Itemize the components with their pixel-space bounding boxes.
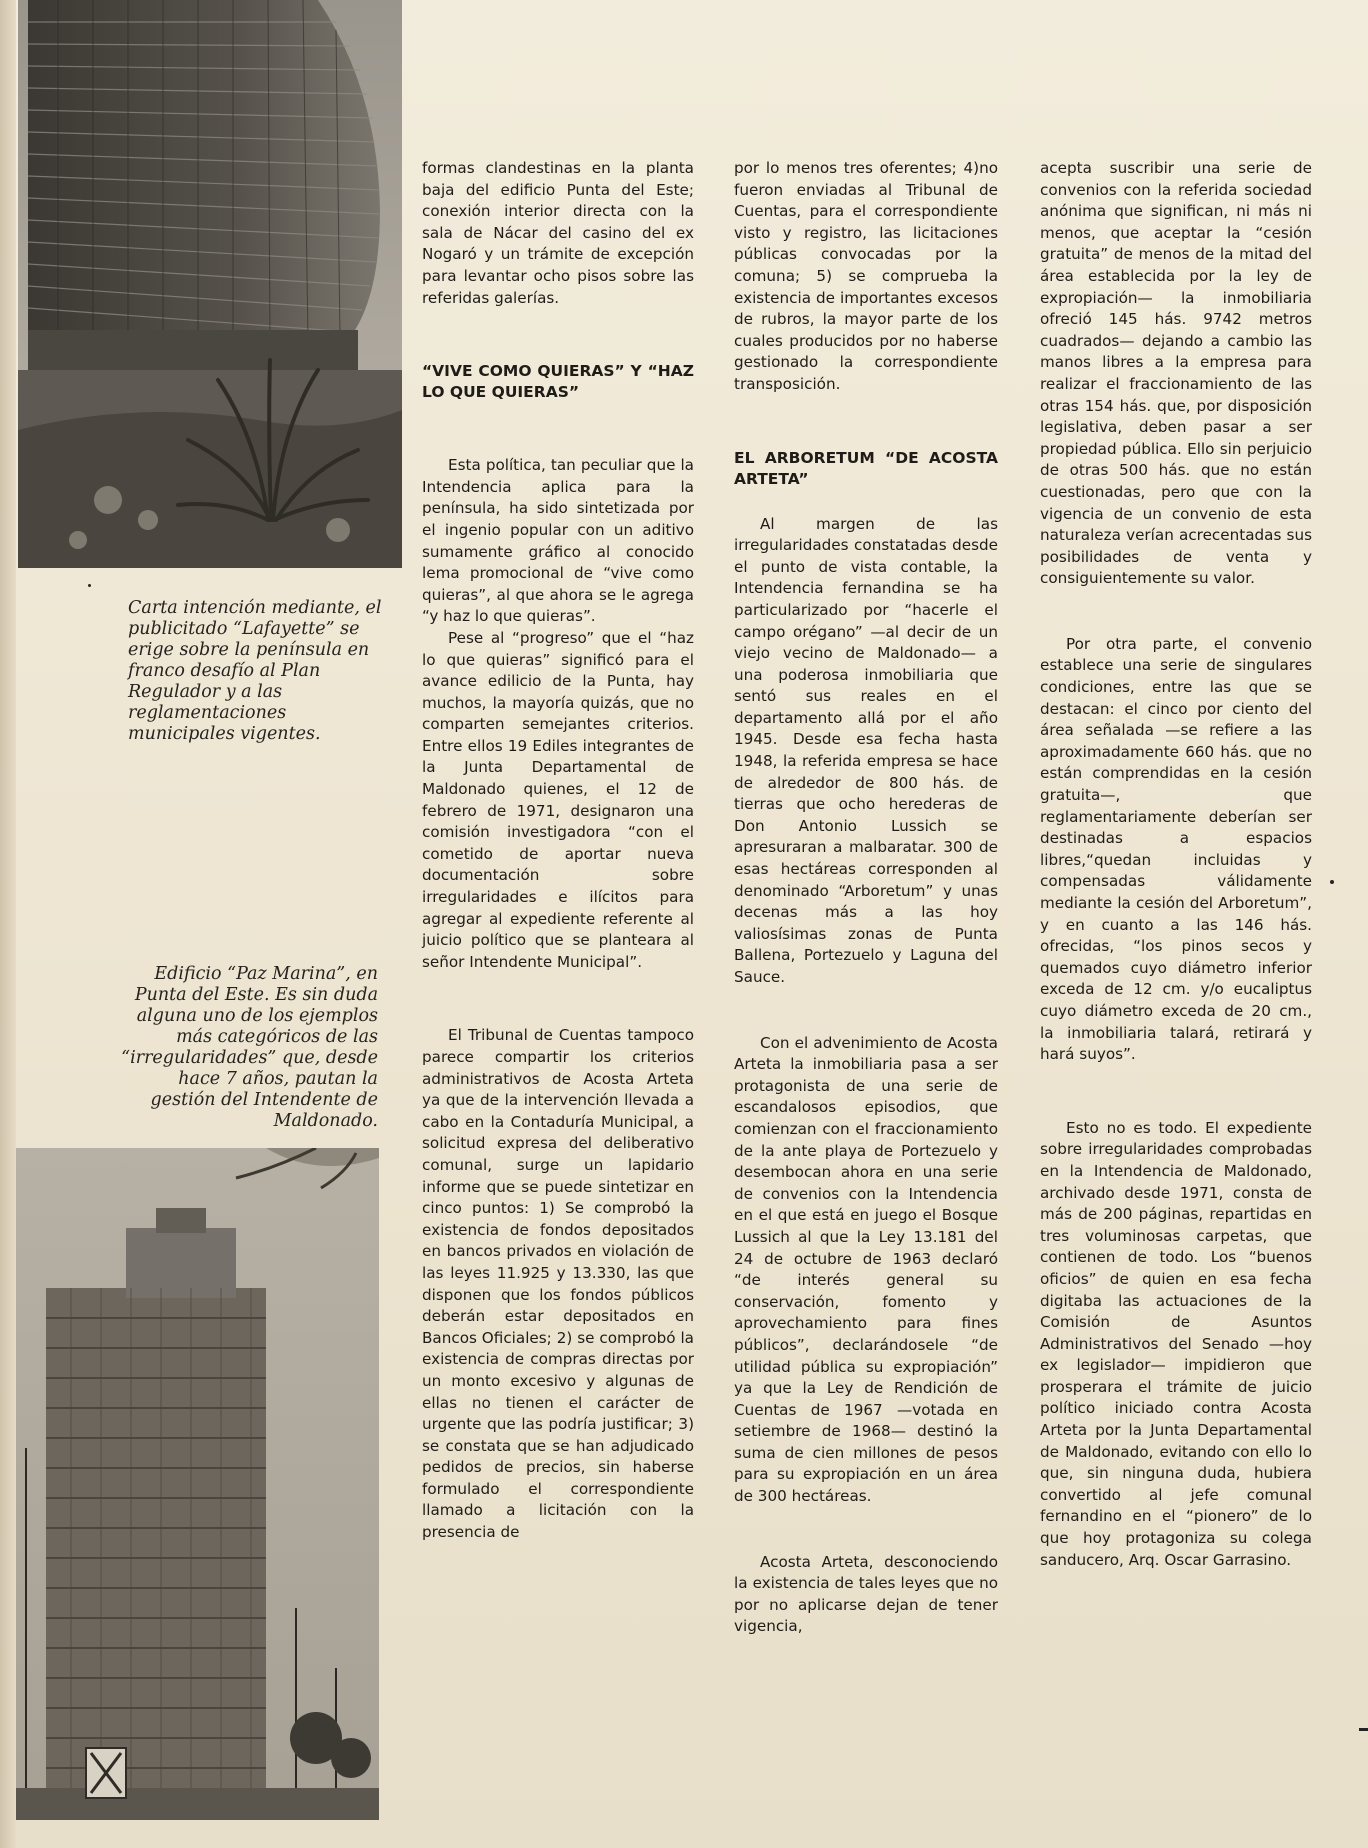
paragraph: El Tribunal de Cuentas tampoco parece compartir los criterios administrativos de Acosta Arteta ya que de la intervención llevada a cabo en la Contaduría Municipal, a solicitud expresa del deliberativo comunal, surge un lapidario informe que se puede sintetizar en cinco puntos: 1) Se comprobó la existencia de fondos depositados en bancos privados en violación de las leyes 11.925 y 13.330, las que disponen que los fondos públicos deberán estar depositados en Bancos Oficiales; 2) se comprobó la existencia de compras directas por un monto excesivo y algunas de ellas no tienen el carácter de urgente que las podría justificar; 3) se constata que se han adjudicado pedidos de precios, sin haberse formulado el correspondiente llamado a licitación con la presencia de (422, 1026, 694, 1542)
photo-caption-lafayette (128, 598, 390, 745)
paragraph: Acosta Arteta, desconociendo la existencia de tales leyes que no por no aplicarse dejan de tener vigencia, (734, 1552, 998, 1636)
building-photo-paz-marina-icon (16, 1148, 379, 1820)
building-photo-lafayette-icon (18, 0, 402, 568)
paragraph: acepta suscribir una serie de convenios con la referida sociedad anónima que significan, ni más ni menos, que aceptar la “cesión gratuita” de menos de la mitad del área establecida por la ley de expropiación— la inmobiliaria ofreció 145 hás. 9742 metros cuadrados— dejando a cambio las manos libres a la empresa para realizar el fraccionamiento de las otras 154 hás. que, por disposición legislativa, deben pasar a ser propiedad pública. Ello sin perjuicio de otras 500 hás. que no están cuestionadas, pero que con la vigencia de un convenio de esta naturaleza verían acrecentadas sus posibilidades de venta y consiguientemente su valor. (1040, 159, 1312, 588)
paragraph: por lo menos tres oferentes; 4)no fueron enviadas al Tribunal de Cuentas, para el correspondiente visto y registro, las licitaciones públicas convocadas por la comuna; 5) se comprueba la existencia de importantes excesos de rubros, la mayor parte de los cuales producidos por no haberse gestionado la correspondiente transposición. (734, 159, 998, 393)
article-column-3 (1040, 158, 1312, 1571)
paragraph: Esto no es todo. El expediente sobre irregularidades comprobadas en la Intendencia de Maldonado, archivado desde 1971, consta de más de 200 páginas, repartidas en tres voluminosas carpetas, que contienen de todo. Los “buenos oficios” de quien en esa fecha digitaba las actuaciones de la Comisión de Asuntos Administrativos del Senado —hoy ex legislador— impidieron que prosperara el trámite de juicio político iniciado contra Acosta Arteta por la Junta Departamental de Maldonado, evitando con ello lo que, sin ninguna duda, hubiera convertido al jefe comunal fernandino en el “pionero” de lo que hoy protagoniza su colega sanducero, Arq. Oscar Garrasino. (1040, 1118, 1312, 1569)
article-column-2 (734, 158, 998, 1638)
building-photo-top (18, 0, 402, 568)
print-speck (88, 584, 91, 587)
caption-text: Edificio “Paz Marina”, en Punta del Este. Es sin duda alguna uno de los ejemplos más categóricos de las “irregularidades” que, desde hace 7 años, pautan la gestión del Intendente de Maldonado. (121, 964, 378, 1131)
section-heading: EL ARBORETUM “DE ACOSTA ARTETA” (734, 448, 998, 488)
section-heading: “VIVE COMO QUIERAS” Y “HAZ LO QUE QUIERAS” (422, 362, 694, 402)
article-column-1 (422, 158, 694, 1544)
paragraph: Por otra parte, el convenio establece una serie de singulares condiciones, entre las que se destacan: el cinco por ciento del área señalada —se refiere a las aproximadamente 660 hás. que no están comprendidas en la cesión gratuita—, que reglamentariamente deberían ser destinadas a espacios libres,“quedan incluidas y compensadas válidamente mediante la cesión del Arboretum”, y en cuanto a las 146 hás. ofrecidas, “los pinos secos y quemados cuyo diámetro inferior exceda de 12 cm. y/o eucaliptus cuyo diámetro exceda de 20 cm., la inmobiliaria talará, retirará y hará suyos”. (1040, 634, 1312, 1064)
building-photo-bottom (16, 1148, 379, 1820)
caption-text: Carta intención mediante, el publicitado “Lafayette” se erige sobre la península en franco desafío al Plan Regulador y a las reglamentaciones municipales vigentes. (128, 598, 382, 744)
paragraph: Al margen de las irregularidades constatadas desde el punto de vista contable, la Intendencia fernandina se ha particularizado por “hacerle el campo orégano” —al decir de un viejo vecino de Maldonado— a una poderosa inmobiliaria que sentó sus reales en el departamento allá por el año 1945. Desde esa fecha hasta 1948, la referida empresa se hace de alrededor de 800 hás. de tierras que ocho herederas de Don Antonio Lussich se apresuraran a malbaratar. 300 de esas hectáreas corresponden al denominado “Arboretum” y unas decenas más a las hoy valiosísimas zonas de Punta Ballena, Portezuelo y Laguna del Sauce. (734, 514, 998, 986)
page-edge-mark (1359, 1728, 1368, 1731)
photo-caption-paz-marina (116, 964, 378, 1132)
paragraph: Pese al “progreso” que el “haz lo que quieras” significó para el avance edilicio de la Punta, hay muchos, la mayoría quizás, que no comparten semejantes criterios. Entre ellos 19 Ediles integrantes de la Junta Departamental de Maldonado quienes, el 12 de febrero de 1971, designaron una comisión investigadora “con el cometido de aportar nueva documentación sobre irregularidades e ilícitos para agregar al expediente referente al juicio político que se planteara al señor Intendente Municipal”. (422, 628, 694, 971)
paragraph: formas clandestinas en la planta baja del edificio Punta del Este; conexión interior directa con la sala de Nácar del casino del ex Nogaró y un trámite de excepción para levantar ocho pisos sobre las referidas galerías. (422, 159, 694, 307)
paragraph: Con el advenimiento de Acosta Arteta la inmobiliaria pasa a ser protagonista de una serie de escandalosos episodios, que comienzan con el fraccionamiento de la ante playa de Portezuelo y desembocan ahora en una serie de convenios con la Intendencia en el que está en juego el Bosque Lussich al que la Ley 13.181 del 24 de octubre de 1963 declaró “de interés general su conservación, fomento y aprovechamiento para fines públicos”, declarándosele “de utilidad pública su expropiación” ya que la Ley de Rendición de Cuentas de 1967 —votada en setiembre de 1968— destinó la suma de cien millones de pesos para su expropiación en un área de 300 hectáreas. (734, 1033, 998, 1506)
page-edge (0, 0, 16, 1848)
paragraph: Esta política, tan peculiar que la Intendencia aplica para la península, ha sido sintetizada por el ingenio popular con un aditivo sumamente gráfico al conocido lema promocional de “vive como quieras”, al que ahora se le agrega “y haz lo que quieras”. (422, 456, 694, 626)
print-speck (1330, 880, 1334, 884)
